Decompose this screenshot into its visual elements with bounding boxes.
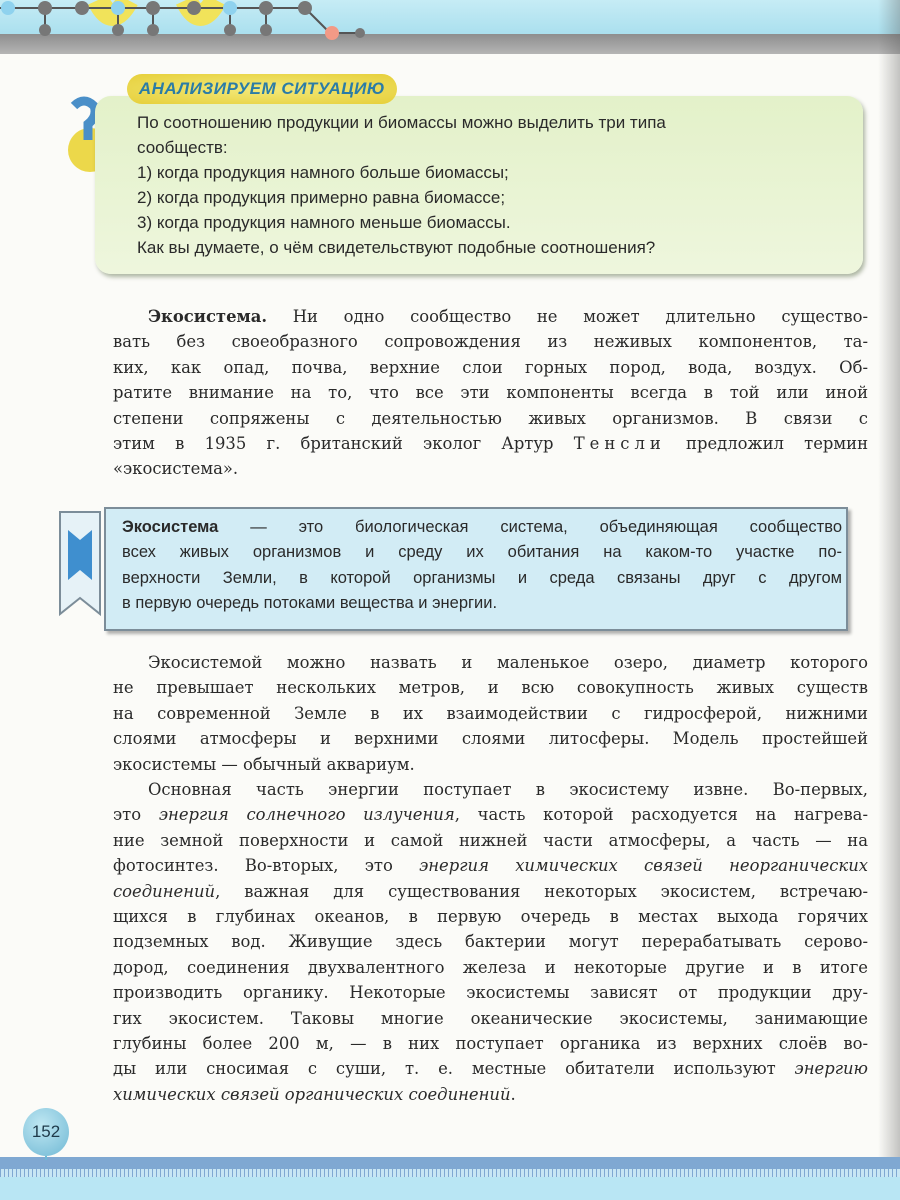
analyze-line: сообществ: [137, 138, 228, 157]
footer-ruler [0, 1169, 900, 1177]
spaced-name: Тенсли [573, 434, 666, 454]
italic-term: энергия химических связей неорганических [419, 856, 869, 876]
text-segment: не превышает нескольких метров, и всю совокупность живых существ [113, 678, 868, 698]
text-line [113, 650, 868, 675]
paragraph-energy-sources [113, 777, 868, 1107]
analyze-line: Как вы думаете, о чём свидетельствуют подобные соотношения? [137, 238, 656, 257]
text-segment: на современной Земле в их взаимодействии с гидросферой, нижними [113, 703, 868, 723]
page-number: 152 [23, 1108, 69, 1156]
text-line [113, 879, 868, 904]
italic-term: химических связей органических соединений [113, 1084, 511, 1104]
text-line [113, 853, 868, 878]
text-segment: Экосистемой можно назвать и маленькое озеро, диаметр которого [148, 653, 868, 672]
text-segment: предложил термин [665, 434, 868, 454]
molecule-decoration-icon [0, 0, 380, 45]
text-line [113, 675, 868, 700]
text-segment: , часть которой расходуется на нагрева- [454, 805, 868, 825]
definition-line: в первую очередь потоками вещества и энергии. [122, 593, 498, 612]
text-segment: вать без своеобразного сопровождения из неживых компонентов, та- [113, 332, 868, 352]
analyze-situation-text [137, 110, 857, 260]
analyze-line: 3) когда продукция намного меньше биомассы. [137, 213, 511, 232]
definition-line: всех живых организмов и среду их обитания на каком-то участке по- [122, 543, 842, 562]
text-segment: дород, соединения двухвалентного железа и некоторые другие и в итоге [113, 957, 868, 977]
text-line [113, 406, 868, 431]
text-line [113, 456, 868, 481]
text-segment: это [113, 805, 159, 825]
text-line [113, 1006, 868, 1031]
text-line [113, 431, 868, 456]
text-segment: гих экосистем. Таковы многие океанические экосистемы, занимающие [113, 1008, 868, 1028]
bold-term: Экосистема. [148, 307, 268, 326]
text-line [113, 304, 868, 329]
text-line [113, 752, 868, 777]
text-line [113, 777, 868, 802]
text-segment: ние земной поверхности и самой нижней части атмосферы, а часть — на [113, 830, 868, 850]
analyze-line: По соотношению продукции и биомассы можно выделить три типа [137, 113, 666, 132]
text-segment: «экосистема». [113, 459, 239, 479]
text-line [113, 802, 868, 827]
text-segment: производить органику. Некоторые экосистемы зависят от продукции дру- [113, 983, 868, 1003]
text-line [113, 955, 868, 980]
analyze-line: 2) когда продукция примерно равна биомассе; [137, 188, 506, 207]
text-segment: степени сопряжены с деятельностью живых организмов. В связи с [113, 408, 868, 428]
text-line [113, 701, 868, 726]
definition-term: Экосистема [122, 518, 219, 536]
paragraph-ecosystem-examples [113, 650, 868, 777]
text-line [113, 929, 868, 954]
text-line [113, 355, 868, 380]
text-segment: ратите внимание на то, что все эти компоненты всегда в той или иной [113, 383, 868, 403]
analyze-line: 1) когда продукция намного больше биомассы; [137, 163, 509, 182]
text-segment: Основная часть энергии поступает в экосистему извне. Во-первых, [148, 780, 868, 799]
text-line [113, 380, 868, 405]
paragraph-ecosystem-intro [113, 304, 868, 482]
text-line [113, 904, 868, 929]
footer-band [0, 1157, 900, 1169]
text-line [113, 828, 868, 853]
text-segment: . [510, 1084, 516, 1104]
text-segment: глубины более 200 м, — в них поступает органика из верхних слоёв во- [113, 1034, 868, 1054]
analyze-situation-tag: АНАЛИЗИРУЕМ СИТУАЦИЮ [127, 74, 397, 104]
text-line [113, 726, 868, 751]
text-segment: экосистемы — обычный аквариум. [113, 754, 415, 774]
text-segment: этим в 1935 г. британский эколог Артур [113, 434, 574, 454]
definition-bookmark-icon [58, 510, 102, 620]
text-segment: подземных вод. Живущие здесь бактерии могут перерабатывать серово- [113, 932, 868, 952]
text-segment: фотосинтез. Во-вторых, это [113, 856, 420, 876]
definition-text [122, 515, 842, 616]
definition-line: верхности Земли, в которой организмы и среда связаны друг с другом [122, 568, 842, 587]
text-segment: , важная для существования некоторых экосистем, встречаю- [215, 881, 868, 901]
text-segment: ких, как опад, почва, верхние слои горных пород, вода, воздух. Об- [113, 357, 868, 377]
text-line [113, 1031, 868, 1056]
text-segment: слоями атмосферы и верхними слоями литосферы. Модель простейшей [113, 729, 868, 749]
italic-term: соединений [113, 881, 216, 901]
text-line [113, 1082, 868, 1107]
text-line [113, 980, 868, 1005]
italic-term: энергию [794, 1059, 868, 1079]
text-line [113, 1056, 868, 1081]
italic-term: энергия солнечного излучения [158, 805, 455, 825]
page-binding-shadow [878, 0, 900, 1200]
definition-line: — это биологическая система, объединяющая сообщество [218, 518, 842, 536]
footer-light-band [0, 1177, 900, 1200]
text-segment: ды или сносимая с суши, т. е. местные обитатели используют [113, 1059, 795, 1079]
text-line [113, 329, 868, 354]
text-segment: Ни одно сообщество не может длительно существо- [267, 307, 868, 326]
text-segment: щихся в глубинах океанов, в первую очередь в местах выхода горячих [113, 907, 868, 927]
